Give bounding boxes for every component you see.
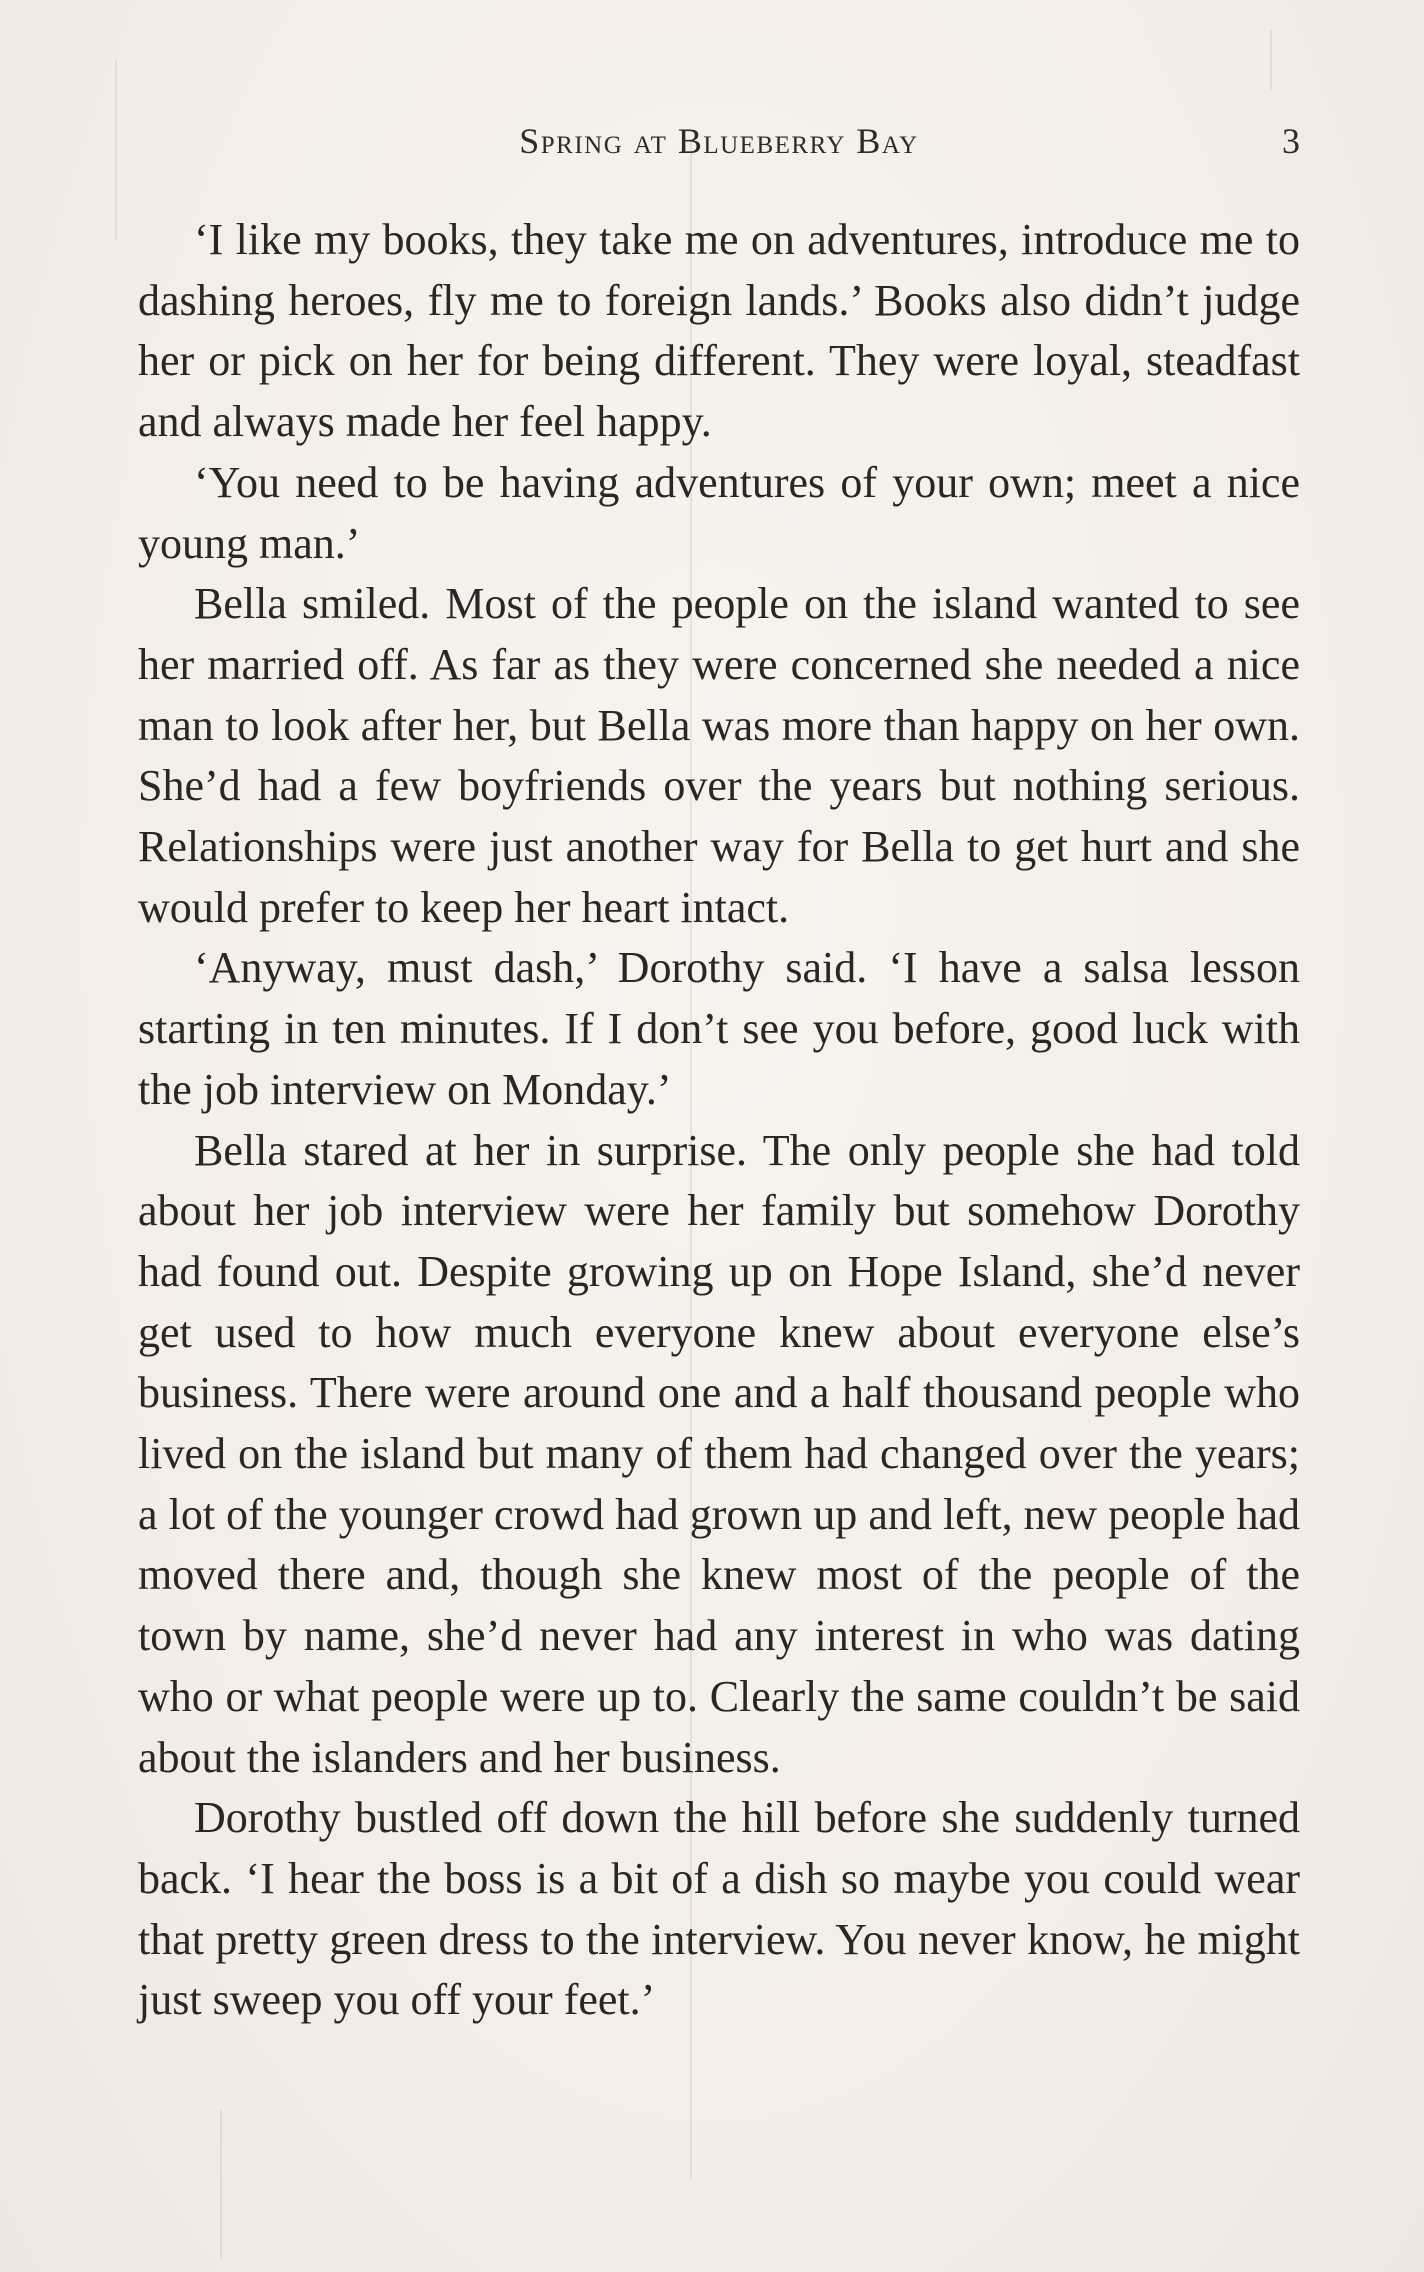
paragraph: Bella stared at her in surprise. The only people she had told about her job interview were her family but somehow Dorothy had found out. Despite growing up on Hope Island, she’d never get used to how much everyone knew about everyone else’s business. There were around one and a half thousand people who lived on the island but many of them had changed over the years; a lot of the younger crowd had grown up and left, new people had moved there and, though she knew most of the people of the town by name, she’d never had any interest in who was dating who or what people were up to. Clearly the same couldn’t be said about the islanders and her business. [138,1125,1300,1782]
paragraph: Bella smiled. Most of the people on the island wanted to see her married off. As far as they were concerned she needed a nice man to look after her, but Bella was more than happy on her own. She’d had a few boyfriends over the years but nothing serious. Relationships were just another way for Bella to get hurt and she would prefer to keep her heart intact. [138,579,1300,932]
paper-mark [220,2110,222,2260]
running-title: Spring at Blueberry Bay [519,121,919,161]
paragraph: ‘You need to be having adventures of your own; meet a nice young man.’ [138,457,1300,568]
paper-mark [115,60,117,240]
paragraph: ‘Anyway, must dash,’ Dorothy said. ‘I have a salsa lesson starting in ten minutes. If I don’t see you before, good luck with the job interview on Monday.’ [138,943,1300,1114]
body-text [138,210,1300,2031]
paper-mark [1270,30,1272,90]
paragraph: ‘I like my books, they take me on adventures, introduce me to dashing heroes, fly me to foreign lands.’ Books also didn’t judge her or pick on her for being different. They were loyal, steadfast and always made her feel happy. [138,215,1300,447]
page-number: 3 [1282,121,1300,161]
paragraph: Dorothy bustled off down the hill before she suddenly turned back. ‘I hear the boss is a bit of a dish so maybe you could wear that pretty green dress to the interview. You never know, he might just sweep you off your feet.’ [138,1793,1300,2025]
running-head [138,120,1300,170]
